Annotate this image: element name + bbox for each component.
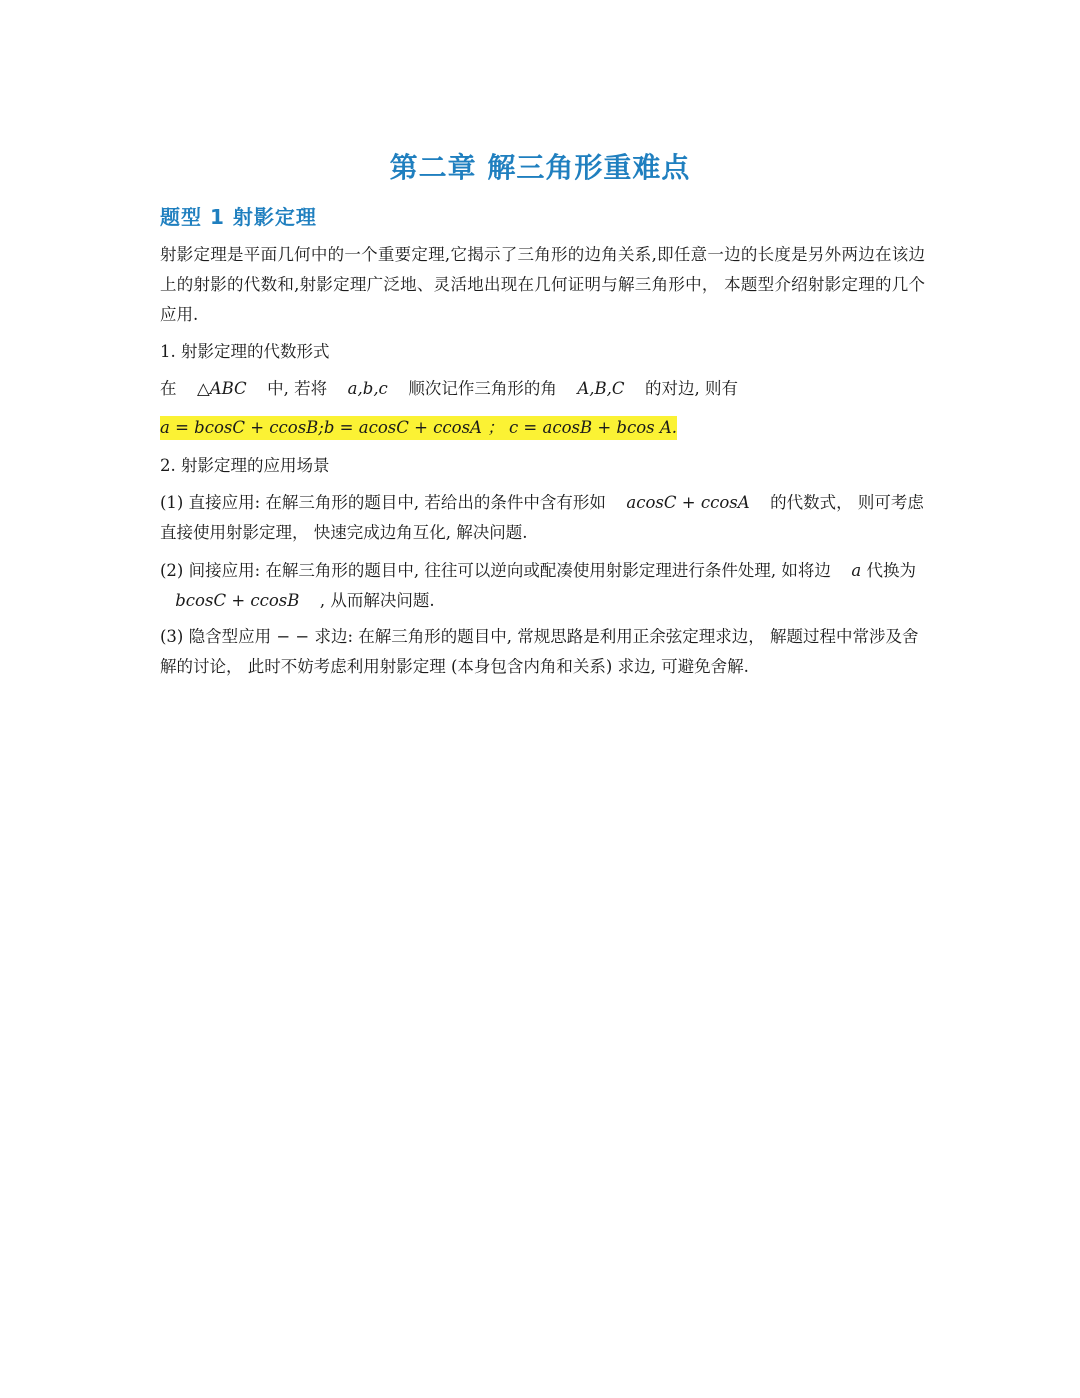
section-title: 题型 1 射影定理 <box>160 205 317 229</box>
projection-formula-line <box>160 413 925 443</box>
intro-paragraph: 射影定理是平面几何中的一个重要定理,它揭示了三角形的边角关系,即任意一边的长度是另外两边在该边上的射影的代数和,射影定理广泛地、灵活地出现在几何证明与解三角形中， 本题型介绍射影定理的几个应用. <box>160 245 925 324</box>
application-indirect <box>160 556 925 616</box>
app1-before: (1) 直接应用: 在解三角形的题目中, 若给出的条件中含有形如 <box>160 493 606 512</box>
app2-variable: a <box>851 561 862 580</box>
projection-formula: a = bcosC + ccosB;b = acosC + ccosA ； c = acosB + bcos A. <box>160 416 677 440</box>
triangle-sides: a,b,c <box>347 379 388 398</box>
app2-expression: bcosC + ccosB <box>175 591 300 610</box>
triangle-line-prefix: 在 <box>160 379 177 398</box>
chapter-title: 第二章 解三角形重难点 <box>389 151 691 184</box>
app2-after: , 从而解决问题. <box>319 591 435 610</box>
app1-after: 的代数式， 则可考虑直接使用射影定理， 快速完成边角互化, 解决问题. <box>160 493 924 542</box>
application-implicit: (3) 隐含型应用 − − 求边: 在解三角形的题目中, 常规思路是利用正余弦定理求边， 解题过程中常涉及舍解的讨论， 此时不妨考虑利用射影定理 (本身包含内角和关系) 求边, 可避免舍解. <box>160 627 919 676</box>
triangle-notation-line <box>160 374 925 404</box>
app2-before: (2) 间接应用: 在解三角形的题目中, 往往可以逆向或配凑使用射影定理进行条件处理, 如将边 <box>160 561 831 580</box>
app2-mid: 代换为 <box>866 561 916 580</box>
triangle-line-mid2: 顺次记作三角形的角 <box>408 379 557 398</box>
triangle-symbol: △ABC <box>197 379 247 398</box>
subheading-applications: 2. 射影定理的应用场景 <box>160 456 330 475</box>
application-direct <box>160 488 925 548</box>
triangle-angles: A,B,C <box>577 379 625 398</box>
subheading-algebraic-form: 1. 射影定理的代数形式 <box>160 342 330 361</box>
triangle-line-mid1: 中, 若将 <box>267 379 328 398</box>
triangle-line-suffix: 的对边, 则有 <box>644 379 738 398</box>
app1-expression: acosC + ccosA <box>626 493 750 512</box>
